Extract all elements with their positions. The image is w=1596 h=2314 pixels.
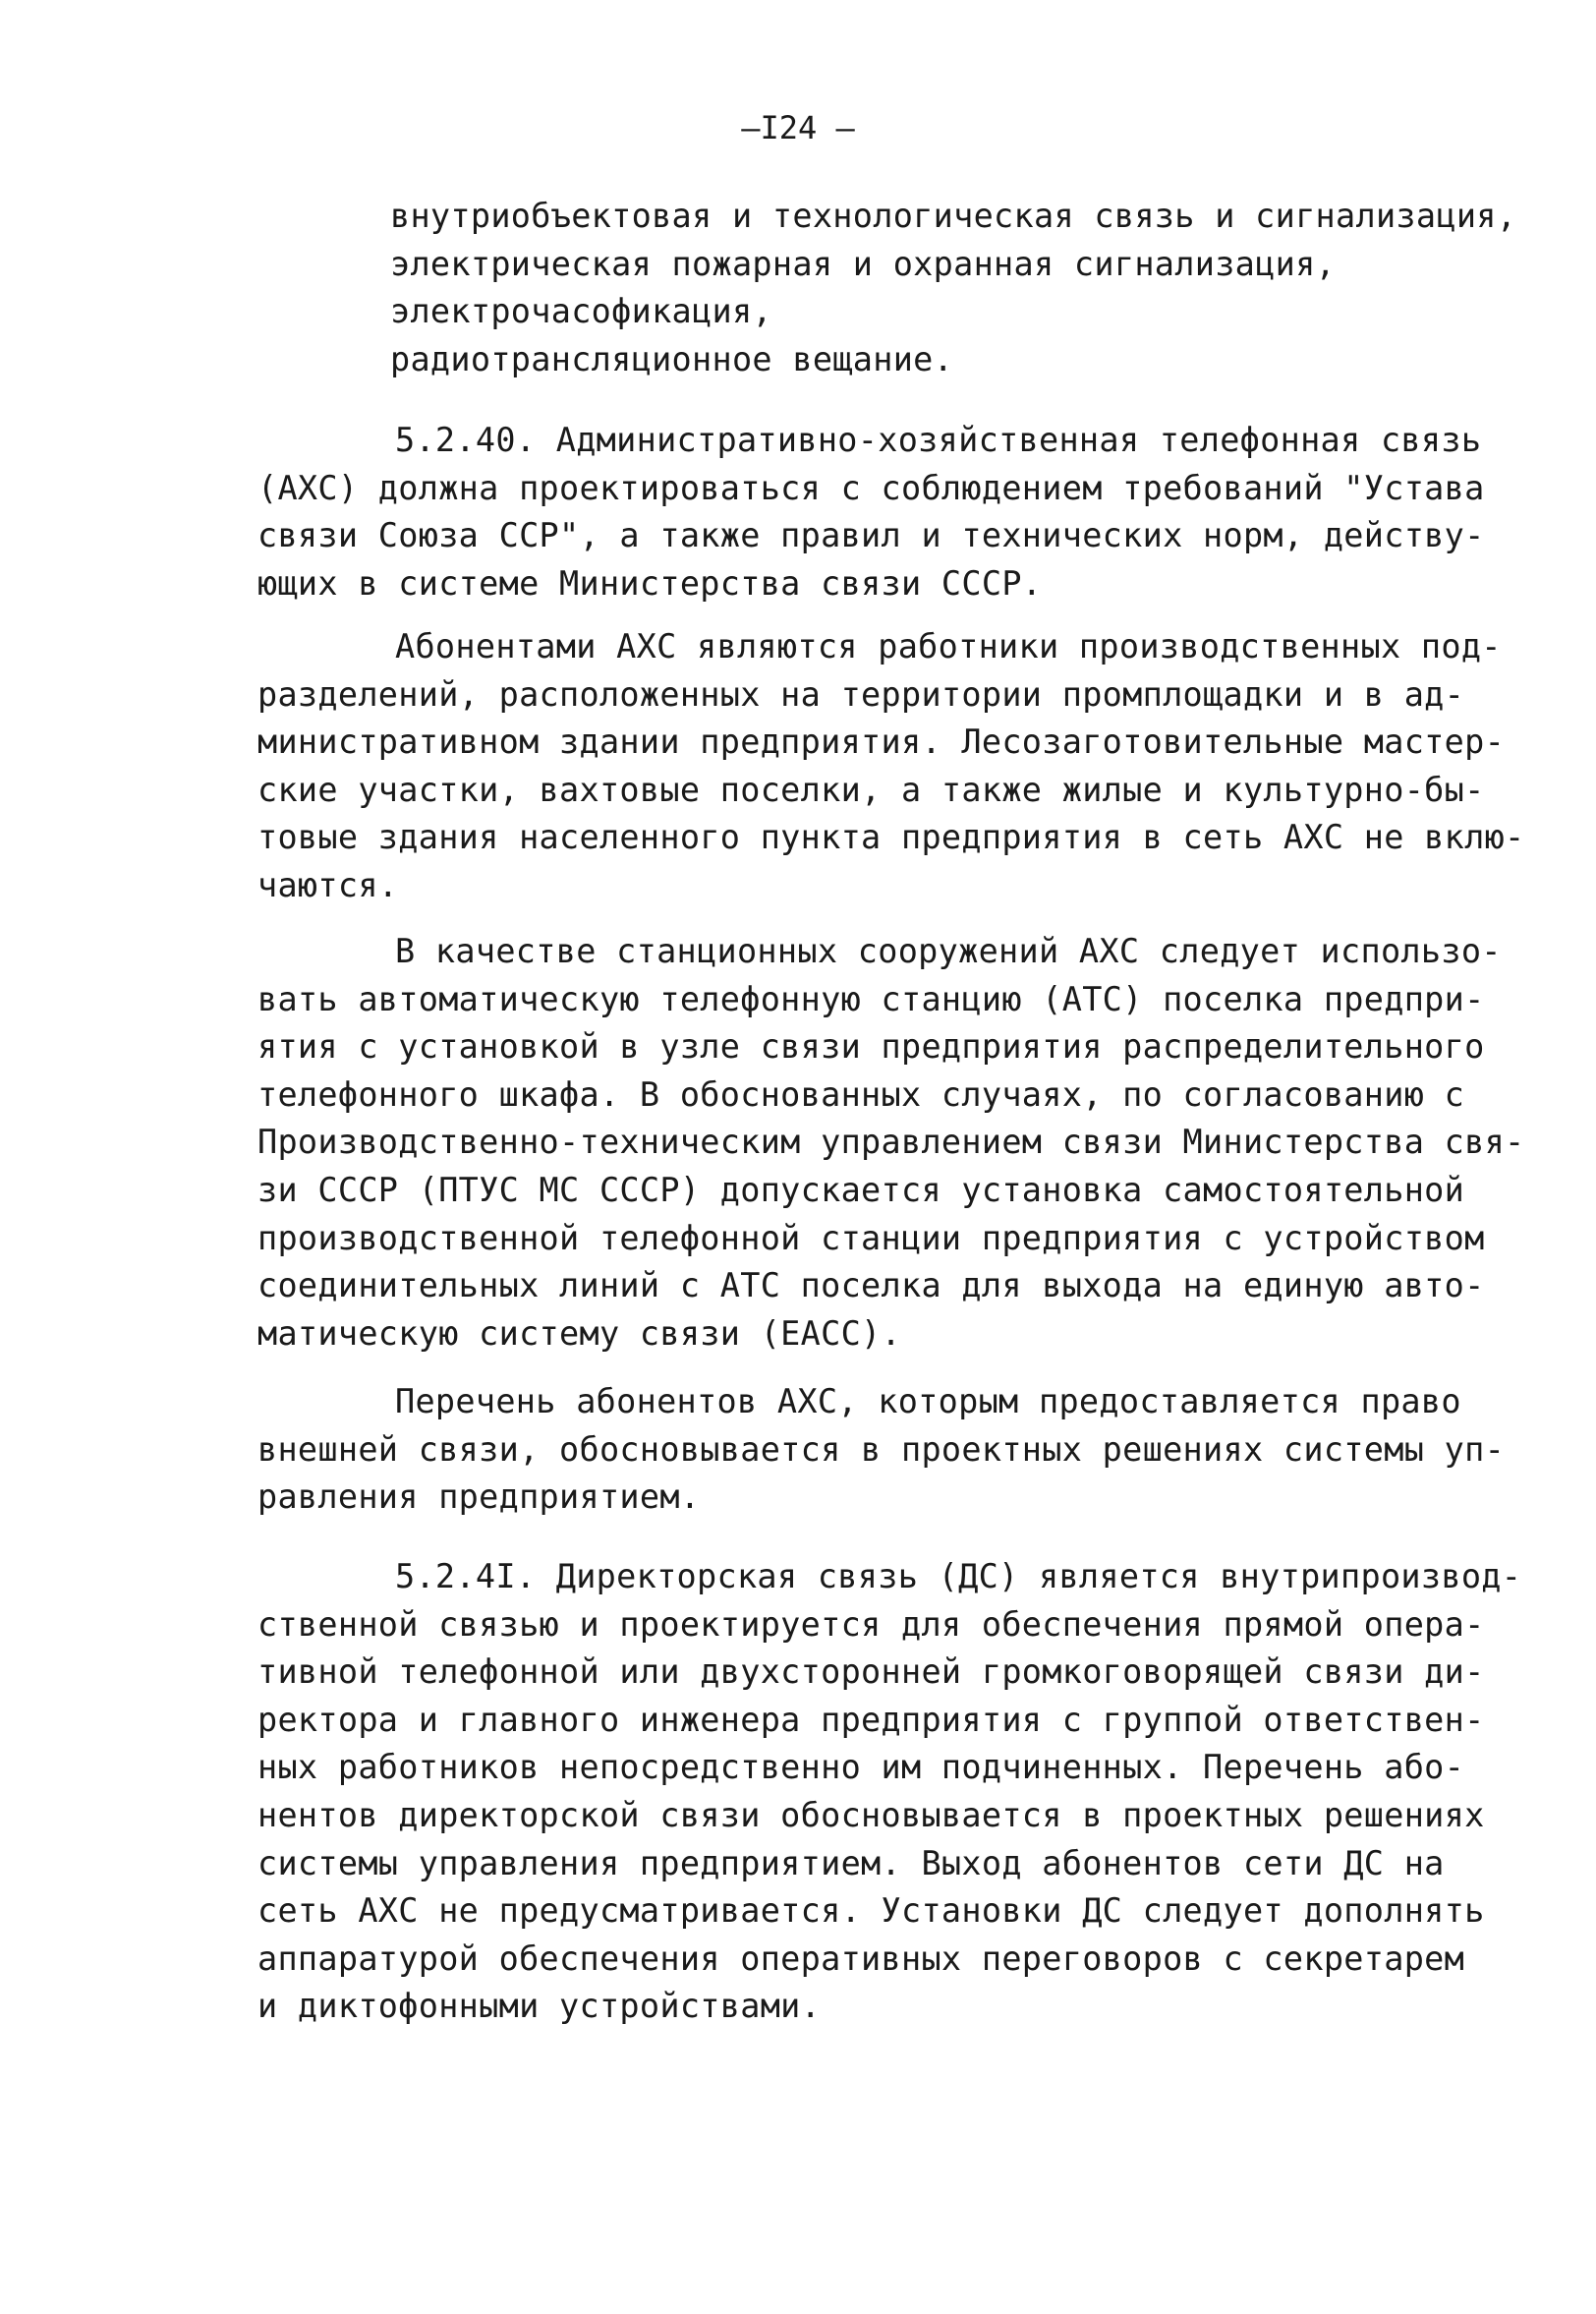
text-line: связи Союза ССР", а также правил и технических норм, действу- — [257, 516, 1485, 555]
text-line: и диктофонными устройствами. — [257, 1987, 822, 2026]
list-item: внутриобъектовая и технологическая связь и сигнализация, — [390, 197, 1517, 235]
text-line: матическую систему связи (ЕАСС). — [257, 1313, 901, 1353]
text-line: ных работников непосредственно им подчиненных. Перечень або- — [257, 1748, 1465, 1787]
text-line: разделений, расположенных на территории промплощадки и в ад- — [257, 674, 1465, 714]
paragraph-station — [257, 928, 1555, 1358]
text-line: ственной связью и проектируется для обеспечения прямой опера- — [257, 1604, 1485, 1644]
section-5-2-40 — [257, 417, 1555, 607]
text-line: 5.2.4I. Директорская связь (ДС) является внутрипроизвод- — [395, 1557, 1522, 1595]
text-line: 5.2.40. Административно-хозяйственная телефонная связь — [395, 421, 1482, 459]
text-line: нентов директорской связи обосновывается в проектных решениях — [257, 1795, 1485, 1834]
text-line: равления предприятием. — [257, 1477, 701, 1517]
list-continuation — [257, 193, 1555, 383]
text-line: (АХС) должна проектироваться с соблюдением требований "Устава — [257, 468, 1485, 507]
text-line: Производственно-техническим управлением связи Министерства свя- — [257, 1123, 1525, 1162]
text-line: ятия с установкой в узле связи предприятия распределительного — [257, 1027, 1485, 1067]
text-line: министративном здании предприятия. Лесозаготовительные мастер- — [257, 723, 1506, 762]
paragraph-external-access — [257, 1378, 1555, 1522]
text-line: ющих в системе Министерства связи СССР. — [257, 563, 1043, 603]
section-5-2-41 — [257, 1553, 1555, 2031]
text-line: аппаратурой обеспечения оперативных переговоров с секретарем — [257, 1938, 1465, 1978]
text-line: телефонного шкафа. В обоснованных случаях, по согласованию с — [257, 1074, 1465, 1114]
text-line: ректора и главного инженера предприятия с группой ответствен- — [257, 1700, 1485, 1739]
text-line: производственной телефонной станции предприятия с устройством — [257, 1218, 1485, 1257]
text-line: Перечень абонентов АХС, которым предоставляется право — [395, 1382, 1461, 1420]
text-line: системы управления предприятием. Выход абонентов сети ДС на — [257, 1843, 1445, 1882]
list-item: электрочасофикация, — [390, 292, 772, 331]
page-number: —I24 — — [741, 109, 855, 146]
text-line: чаются. — [257, 865, 399, 904]
text-line: зи СССР (ПТУС МС СССР) допускается установка самостоятельной — [257, 1170, 1465, 1209]
text-line: ские участки, вахтовые поселки, а также жилые и культурно-бы- — [257, 770, 1485, 809]
text-line: внешней связи, обосновывается в проектных решениях системы уп- — [257, 1429, 1506, 1469]
text-line: товые здания населенного пункта предприятия в сеть АХС не вклю- — [257, 818, 1525, 857]
text-line: соединительных линий с АТС поселка для выхода на единую авто- — [257, 1266, 1485, 1305]
text-line: В качестве станционных сооружений АХС следует использо- — [395, 932, 1502, 970]
text-line: тивной телефонной или двухсторонней громкоговорящей связи ди- — [257, 1652, 1485, 1692]
text-line: вать автоматическую телефонную станцию (АТС) поселка предпри- — [257, 979, 1485, 1018]
text-line: сеть АХС не предусматривается. Установки ДС следует дополнять — [257, 1891, 1485, 1931]
paragraph-subscribers — [257, 623, 1555, 910]
list-item: радиотрансляционное вещание. — [390, 339, 954, 378]
list-item: электрическая пожарная и охранная сигнализация, — [390, 244, 1337, 283]
text-line: Абонентами АХС являются работники производственных под- — [395, 627, 1502, 665]
